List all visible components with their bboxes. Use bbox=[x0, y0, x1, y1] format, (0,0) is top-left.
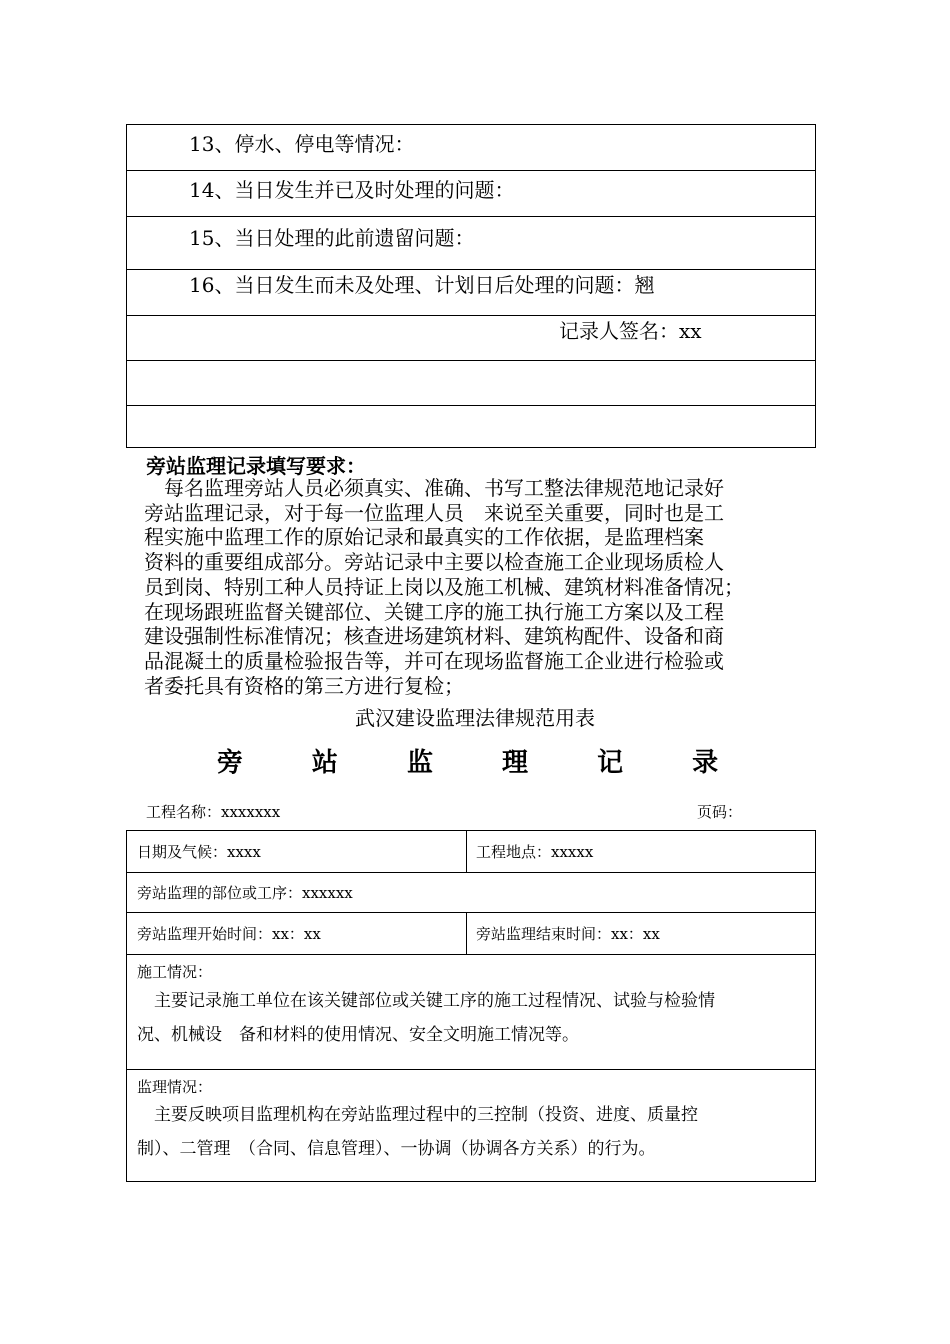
requirements-line: 品混凝土的质量检验报告等，并可在现场监督施工企业进行检验或 bbox=[144, 648, 724, 673]
item-14-text: 14、当日发生并已及时处理的问题： bbox=[189, 178, 515, 202]
table-row bbox=[127, 954, 815, 1069]
supervision-form-table bbox=[126, 830, 816, 1182]
requirements-line: 每名监理旁站人员必须真实、准确、书写工整法律规范地记录好 bbox=[144, 476, 724, 500]
item-15-text: 15、当日处理的此前遗留问题： bbox=[189, 226, 475, 250]
top-record-table bbox=[126, 124, 816, 448]
start-time-cell: 旁站监理开始时间：xx：xx bbox=[137, 925, 321, 943]
construction-content bbox=[137, 984, 807, 1052]
table-row bbox=[127, 912, 815, 954]
form-title: 旁 站 监 理 记 录 bbox=[216, 748, 749, 778]
table-row bbox=[127, 831, 815, 872]
construction-line: 主要记录施工单位在该关键部位或关键工序的施工过程情况、试验与检验情 bbox=[137, 991, 715, 1011]
form-subtitle: 武汉建设监理法律规范用表 bbox=[355, 706, 595, 730]
construction-label: 施工情况： bbox=[137, 963, 213, 981]
end-time-cell: 旁站监理结束时间：xx：xx bbox=[476, 925, 660, 943]
project-name: 工程名称：xxxxxxx bbox=[146, 803, 281, 821]
requirements-body bbox=[144, 476, 824, 698]
table-row bbox=[127, 315, 815, 360]
table-row bbox=[127, 170, 815, 216]
date-weather-cell: 日期及气候：xxxx bbox=[137, 843, 261, 861]
requirements-line: 资料的重要组成部分。旁站记录中主要以检查施工企业现场质检人 bbox=[144, 550, 724, 575]
table-row bbox=[127, 269, 815, 315]
table-row bbox=[127, 405, 815, 447]
requirements-line: 建设强制性标准情况；核查进场建筑材料、建筑构配件、设备和商 bbox=[144, 624, 724, 649]
requirements-line: 旁站监理记录，对于每一位监理人员 来说至关重要，同时也是工 bbox=[144, 500, 724, 525]
supervision-content bbox=[137, 1098, 807, 1166]
item-13-text: 13、停水、停电等情况： bbox=[189, 132, 415, 156]
requirements-line: 者委托具有资格的第三方进行复检； bbox=[144, 673, 464, 698]
page-number-label: 页码： bbox=[697, 803, 743, 821]
table-row bbox=[127, 1069, 815, 1181]
construction-line: 况、机械设 备和材料的使用情况、安全文明施工情况等。 bbox=[137, 1025, 579, 1045]
table-row bbox=[127, 125, 815, 170]
table-row bbox=[127, 360, 815, 405]
supervision-line: 主要反映项目监理机构在旁站监理过程中的三控制（投资、进度、质量控 bbox=[137, 1105, 698, 1125]
requirements-title: 旁站监理记录填写要求： bbox=[146, 454, 366, 478]
requirements-line: 程实施中监理工作的原始记录和最真实的工作依据，是监理档案 bbox=[144, 525, 704, 550]
recorder-signature: 记录人签名：xx bbox=[559, 319, 702, 343]
part-process-cell: 旁站监理的部位或工序：xxxxxx bbox=[137, 884, 353, 902]
supervision-line: 制）、二管理 （合同、信息管理）、一协调（协调各方关系）的行为。 bbox=[137, 1139, 656, 1159]
requirements-line: 在现场跟班监督关键部位、关键工序的施工执行施工方案以及工程 bbox=[144, 599, 724, 624]
table-row bbox=[127, 216, 815, 269]
item-16-text: 16、当日发生而未及处理、计划日后处理的问题：翘 bbox=[189, 273, 655, 297]
supervision-label: 监理情况： bbox=[137, 1078, 213, 1096]
table-row bbox=[127, 872, 815, 912]
location-cell: 工程地点：xxxxx bbox=[476, 843, 594, 861]
requirements-line: 员到岗、特别工种人员持证上岗以及施工机械、建筑材料准备情况； bbox=[144, 574, 744, 599]
